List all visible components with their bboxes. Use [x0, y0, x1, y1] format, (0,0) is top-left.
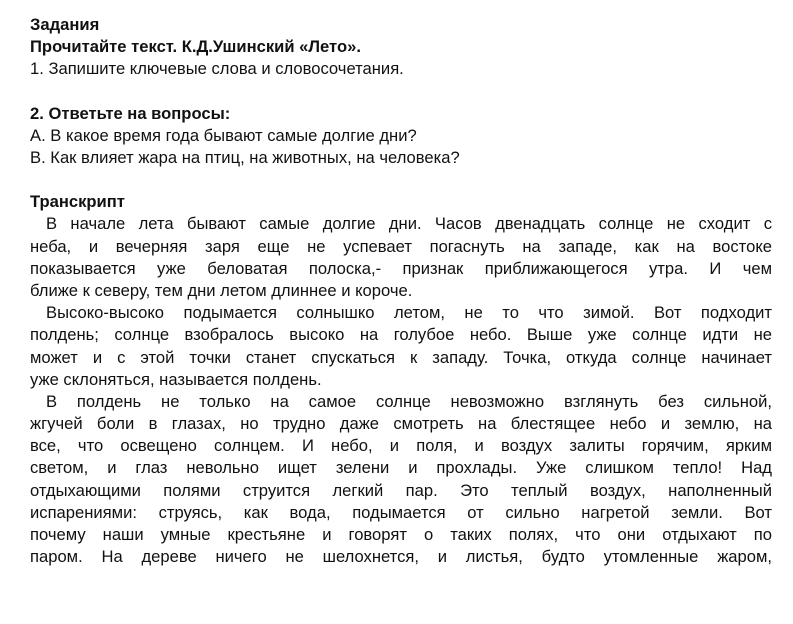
transcript-heading: Транскрипт	[30, 192, 125, 212]
transcript-line: В полдень не только на самое солнце невозможно взглянуть без сильной,	[46, 391, 772, 411]
transcript-line: полдень; солнце взобралось высоко на голубое небо. Выше уже солнце идти не	[30, 325, 772, 345]
questions-heading: 2. Ответьте на вопросы:	[30, 103, 231, 123]
text-heading: Прочитайте текст. К.Д.Ушинский «Лето».	[30, 37, 361, 57]
transcript-line: жгучей боли в глазах, но трудно даже смотреть на блестящее небо и землю, на	[30, 414, 772, 434]
question-a: А. В какое время года бывают самые долгие дни?	[30, 125, 417, 145]
transcript-line: почему наши умные крестьяне и говорят о таких полях, что они отдыхают по	[30, 525, 772, 545]
page-title: Задания	[30, 15, 100, 34]
transcript-body	[30, 213, 772, 568]
transcript-line: Высоко-высоко подымается солнышко летом, не то что зимой. Вот подходит	[46, 303, 772, 323]
transcript-line: уже склоняться, называется полдень.	[30, 369, 322, 389]
spacer	[30, 169, 772, 191]
question-b: В. Как влияет жара на птиц, на животных, на человека?	[30, 148, 460, 168]
transcript-line: светом, и глаз невольно ищет зелени и прохлады. Уже слишком тепло! Над	[30, 458, 772, 478]
task-one: 1. Запишите ключевые слова и словосочетания.	[30, 59, 404, 79]
transcript-line: неба, и вечерняя заря еще не успевает погаснуть на западе, как на востоке	[30, 236, 772, 256]
transcript-line: паром. На дереве ничего не шелохнется, и листья, будто утомленные жаром,	[30, 547, 772, 567]
spacer	[30, 81, 772, 103]
transcript-line: показывается уже беловатая полоска,- признак приближающегося утра. И чем	[30, 258, 772, 278]
document-page	[30, 14, 772, 568]
transcript-line: испарениями: струясь, как вода, подымается от сильно нагретой земли. Вот	[30, 502, 772, 522]
transcript-line: В начале лета бывают самые долгие дни. Часов двенадцать солнце не сходит с	[46, 214, 772, 234]
transcript-line: отдыхающими полями струится легкий пар. Это теплый воздух, наполненный	[30, 480, 772, 500]
transcript-line: все, что освещено солнцем. И небо, и поля, и воздух залиты горячим, ярким	[30, 436, 772, 456]
transcript-line: ближе к северу, тем дни летом длиннее и короче.	[30, 280, 413, 300]
transcript-line: может и с этой точки станет спускаться к западу. Точка, откуда солнце начинает	[30, 347, 772, 367]
